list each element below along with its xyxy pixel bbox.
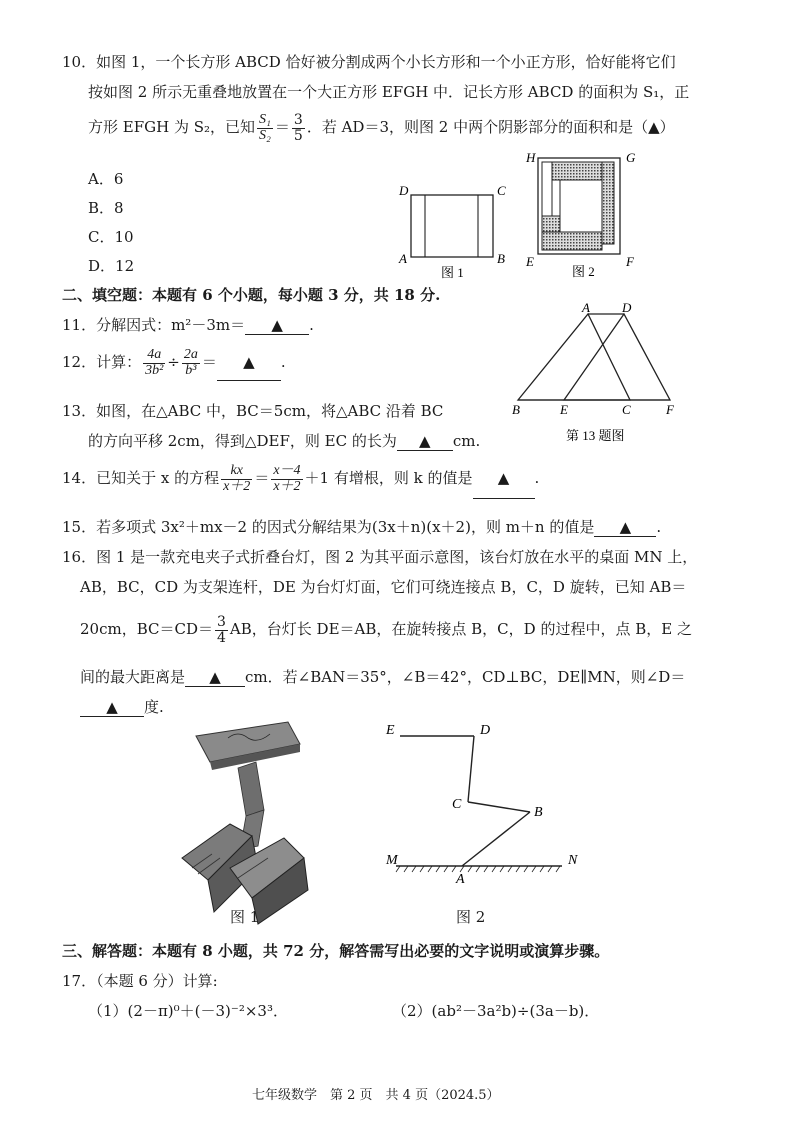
q12-numerator-1: 4a bbox=[143, 348, 165, 364]
q12-equals: ＝ bbox=[201, 353, 217, 371]
q14-denominator-1: x＋2 bbox=[223, 478, 251, 494]
q13-caption: 第 13 题图 bbox=[566, 428, 625, 443]
q16-label-d: D bbox=[480, 723, 491, 738]
q12-answer-blank[interactable]: ▲ bbox=[217, 344, 281, 381]
q13-label-f: F bbox=[666, 402, 674, 417]
fig1-caption: 图 1 bbox=[441, 265, 464, 280]
q10-frac-numerator: S₁ bbox=[259, 111, 271, 127]
page-footer: 七年级数学 第 2 页 共 4 页（2024.5） bbox=[252, 1088, 500, 1103]
q14-prefix: 14．已知关于 x 的方程 bbox=[62, 469, 220, 487]
fig1-label-b: B bbox=[497, 251, 505, 266]
fig1-label-c: C bbox=[497, 183, 506, 198]
q14-numerator-1: kx bbox=[221, 464, 252, 480]
q16-answer-blank-1[interactable]: ▲ bbox=[185, 668, 245, 687]
q11-answer-blank[interactable]: ▲ bbox=[245, 316, 309, 335]
q10-frac-denominator: S₂ bbox=[259, 127, 271, 143]
q14-answer-blank[interactable]: ▲ bbox=[473, 458, 535, 499]
q10-value-denominator: 5 bbox=[293, 127, 303, 144]
q16-frac-numerator: 3 bbox=[217, 613, 226, 630]
q10-figure-2 bbox=[522, 146, 642, 282]
q12-fraction-1 bbox=[143, 348, 165, 378]
q10-option-d: D．12 bbox=[88, 257, 135, 275]
section3-title: 三、解答题：本题有 8 小题，共 72 分，解答需写出必要的文字说明或演算步骤。 bbox=[62, 942, 610, 960]
q16-label-e: E bbox=[386, 723, 395, 738]
q13-line2-post: cm. bbox=[452, 432, 481, 450]
q16-line5 bbox=[80, 696, 164, 717]
q14-fraction-2 bbox=[271, 464, 302, 494]
q16-line4-post: cm．若∠BAN＝35°，∠B＝42°，CD⊥BC，DE∥MN，则∠D＝ bbox=[245, 668, 686, 686]
fig1-label-a: A bbox=[399, 251, 407, 266]
q15-end: . bbox=[656, 518, 662, 536]
q16-line5-post: 度. bbox=[144, 698, 164, 716]
q12-fraction-2 bbox=[182, 348, 200, 378]
q16-line2: AB，BC，CD 为支架连杆，DE 为台灯灯面，它们可绕连接点 B，C，D 旋转，已知 AB＝ bbox=[80, 578, 687, 596]
q14-numerator-2: x－4 bbox=[273, 462, 301, 478]
q13-label-d: D bbox=[622, 302, 632, 315]
q10-value-numerator: 3 bbox=[293, 111, 303, 128]
q16-label-c: C bbox=[452, 797, 462, 812]
q10-ratio-fraction bbox=[257, 113, 273, 143]
q14-post: ＋1 有增根，则 k 的值是 bbox=[304, 469, 473, 487]
q10-option-a: A．6 bbox=[88, 170, 124, 188]
q12-end: . bbox=[280, 353, 286, 371]
q12-divide-sign: ÷ bbox=[167, 353, 180, 371]
fig2-label-e: E bbox=[526, 254, 534, 269]
q16-fig2-caption: 图 2 bbox=[456, 908, 486, 926]
q12-denominator-2: b³ bbox=[185, 362, 197, 378]
q17-part-1: （1）(2－π)⁰＋(－3)⁻²×3³． bbox=[88, 1002, 288, 1020]
q16-label-b: B bbox=[534, 805, 543, 820]
q17-part-2: （2）(ab²－3a²b)÷(3a－b)． bbox=[392, 1002, 600, 1020]
q13-label-e: E bbox=[560, 402, 568, 417]
q16-line3-pre: 20cm，BC＝CD＝ bbox=[80, 620, 213, 638]
q12 bbox=[62, 344, 286, 381]
q10-option-c: C．10 bbox=[88, 228, 134, 246]
q14-equals: ＝ bbox=[254, 469, 270, 487]
q15-text: 15．若多项式 3x²＋mx－2 的因式分解结果为(3x＋n)(x＋2)，则 m＋n 的值是 bbox=[62, 518, 595, 536]
fig2-caption: 图 2 bbox=[572, 264, 595, 279]
q12-denominator-1: 3b² bbox=[145, 362, 164, 378]
q13-label-a: A bbox=[582, 302, 590, 315]
q16-figure-2 bbox=[382, 716, 602, 886]
q16-fig1-caption: 图 1 bbox=[230, 908, 260, 926]
q16-line3-post: AB，台灯长 DE＝AB，在旋转接点 B，C，D 的过程中，点 B，E 之 bbox=[229, 620, 692, 638]
q13-label-b: B bbox=[512, 402, 520, 417]
q10-value-fraction bbox=[292, 113, 305, 143]
q10-line3: 方形 EFGH 为 S₂，已知 $\frac{\text{S₁}}{\text{S₂}}$ ＝ $\frac{3}{5}$ ．若 AD＝3，则图 2 中两个阴影部分的面积和是（▲） bbox=[88, 111, 675, 144]
q11-text: 11．分解因式：m²－3m＝ bbox=[62, 316, 246, 334]
q13-line1: 13．如图，在△ABC 中，BC＝5cm，将△ABC 沿着 BC bbox=[62, 402, 444, 420]
q16-line1: 16．图 1 是一款充电夹子式折叠台灯，图 2 为其平面示意图，该台灯放在水平的桌面 MN 上， bbox=[62, 548, 698, 566]
fig2-label-g: G bbox=[626, 150, 636, 165]
q16-line4-pre: 间的最大距离是 bbox=[80, 668, 186, 686]
q16-fraction bbox=[215, 615, 228, 645]
q10-line1: 10．如图 1，一个长方形 ABCD 恰好被分割成两个小长方形和一个小正方形，恰好能将它们 bbox=[62, 53, 676, 71]
q12-prefix: 12．计算： bbox=[62, 353, 142, 371]
section2-title: 二、填空题：本题有 6 个小题，每小题 3 分，共 18 分. bbox=[62, 286, 441, 304]
q14-fraction-1 bbox=[221, 464, 252, 494]
q16-line3 bbox=[80, 610, 692, 648]
q16-frac-denominator: 4 bbox=[217, 629, 226, 646]
fig1-label-d: D bbox=[399, 183, 409, 198]
fig2-label-h: H bbox=[526, 150, 536, 165]
q12-numerator-2: 2a bbox=[183, 346, 198, 362]
fig2-label-f: F bbox=[626, 254, 634, 269]
q13-answer-blank[interactable]: ▲ bbox=[397, 432, 453, 451]
q14-denominator-2: x＋2 bbox=[273, 478, 301, 494]
q17-heading: 17．（本题 6 分）计算: bbox=[62, 972, 218, 990]
q13-figure bbox=[508, 302, 688, 448]
q13-line2-pre: 的方向平移 2cm，得到△DEF，则 EC 的长为 bbox=[88, 432, 397, 450]
q16-line4 bbox=[80, 666, 685, 687]
q16-label-n: N bbox=[568, 853, 578, 868]
q11-end: . bbox=[309, 316, 314, 334]
q10-line3-pre: 方形 EFGH 为 S₂，已知 bbox=[88, 118, 256, 136]
q10-line2: 按如图 2 所示无重叠地放置在一个大正方形 EFGH 中．记长方形 ABCD 的面积为 S₁，正 bbox=[88, 83, 690, 101]
q14 bbox=[62, 458, 539, 499]
q16-label-a: A bbox=[456, 872, 465, 886]
q16-answer-blank-2[interactable]: ▲ bbox=[80, 698, 144, 717]
q15 bbox=[62, 516, 661, 537]
q15-answer-blank[interactable]: ▲ bbox=[594, 518, 656, 537]
q11 bbox=[62, 314, 314, 335]
q14-end: . bbox=[534, 469, 540, 487]
q10-option-b: B．8 bbox=[88, 199, 124, 217]
q13-label-c: C bbox=[622, 402, 631, 417]
q10-figure-1 bbox=[395, 175, 515, 285]
q16-label-m: M bbox=[386, 853, 398, 868]
q10-line3-post: ．若 AD＝3，则图 2 中两个阴影部分的面积和是（▲） bbox=[306, 118, 675, 136]
q13-line2 bbox=[88, 430, 480, 451]
q16-lamp-photo bbox=[168, 718, 328, 934]
